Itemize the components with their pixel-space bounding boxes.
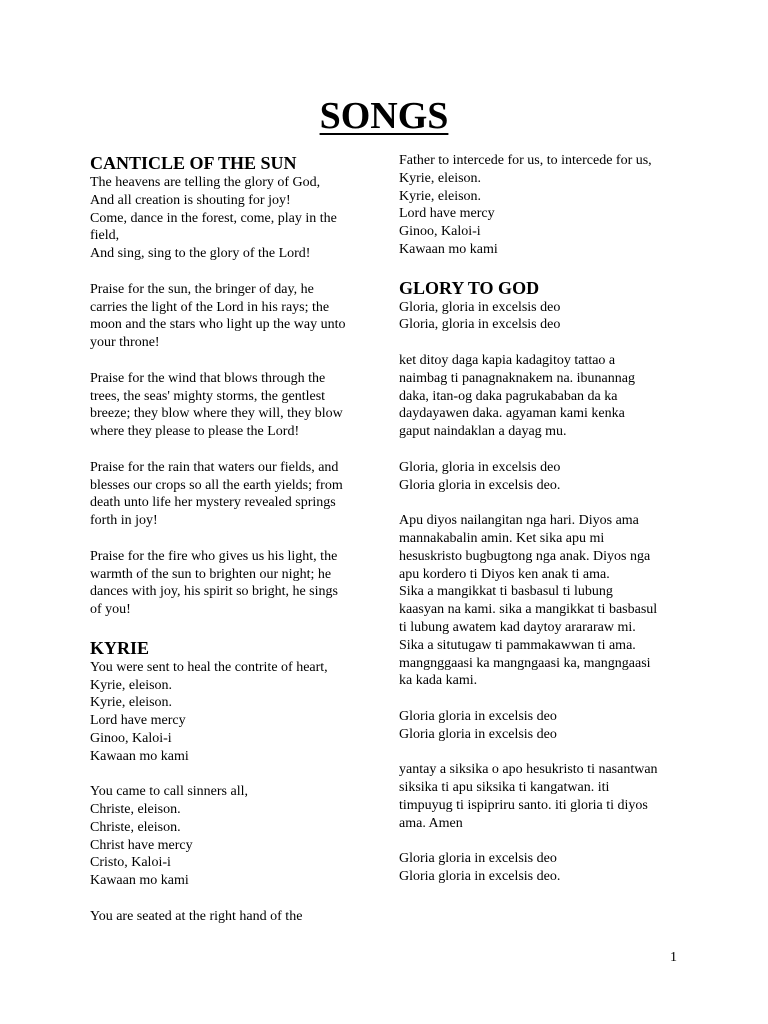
stanza bbox=[90, 281, 380, 352]
lyric-line: death unto life her mystery revealed springs bbox=[90, 495, 336, 511]
stanza bbox=[90, 783, 380, 890]
stanza bbox=[399, 708, 689, 744]
lyric-line: Christe, eleison. bbox=[90, 802, 181, 818]
lyric-line: The heavens are telling the glory of God, bbox=[90, 175, 321, 190]
stanza bbox=[399, 299, 689, 335]
lyric-line: trees, the seas' mighty storms, the gentlest bbox=[90, 388, 326, 404]
lyric-line: hesuskristo bugbugtong nga anak. Diyos nga bbox=[399, 548, 651, 564]
lyric-line: Praise for the wind that blows through the bbox=[90, 370, 326, 386]
lyric-line: breeze; they blow where they will, they blow bbox=[90, 406, 343, 422]
lyric-line: warmth of the sun to brighten our night; he bbox=[90, 566, 332, 582]
lyric-line: You are seated at the right hand of the bbox=[90, 908, 303, 924]
lyric-line: Sika a mangikkat ti basbasul ti lubung bbox=[399, 584, 613, 600]
stanza bbox=[90, 659, 380, 766]
lyric-line: Lord have mercy bbox=[90, 713, 186, 729]
lyric-line: You were sent to heal the contrite of heart, bbox=[90, 659, 328, 675]
lyric-line: And sing, sing to the glory of the Lord! bbox=[90, 246, 311, 262]
lyric-line: moon and the stars who light up the way unto bbox=[90, 317, 346, 333]
lyric-line: Kawaan mo kami bbox=[399, 241, 498, 257]
stanza bbox=[399, 459, 689, 495]
lyric-line: where they please to please the Lord! bbox=[90, 424, 300, 440]
lyric-line: Gloria, gloria in excelsis deo bbox=[399, 459, 561, 475]
lyric-line: Gloria, gloria in excelsis deo bbox=[399, 299, 561, 315]
lyric-line: carries the light of the Lord in his rays; the bbox=[90, 299, 330, 315]
lyric-line: ka kada kami. bbox=[399, 673, 478, 689]
lyric-line: Kyrie, eleison. bbox=[90, 695, 173, 711]
lyric-line: naimbag ti panagnaknakem na. ibunannag bbox=[399, 370, 635, 386]
stanza bbox=[90, 174, 380, 263]
lyric-line: Apu diyos nailangitan nga hari. Diyos ama bbox=[399, 513, 639, 529]
stanza bbox=[399, 152, 689, 259]
lyric-line: Cristo, Kaloi-i bbox=[90, 855, 171, 871]
lyric-line: ket ditoy daga kapia kadagitoy tattao a bbox=[399, 352, 616, 368]
song-section bbox=[90, 152, 380, 619]
lyric-line: your throne! bbox=[90, 335, 160, 351]
lyric-line: Kyrie, eleison. bbox=[90, 677, 173, 693]
stanza bbox=[90, 548, 380, 619]
lyric-line: mangnggaasi ka mangngaasi ka, mangngaasi bbox=[399, 655, 651, 671]
lyric-line: daydayawen daka. agyaman kami kenka bbox=[399, 406, 625, 422]
lyric-line: Gloria gloria in excelsis deo bbox=[399, 726, 557, 742]
lyric-line: You came to call sinners all, bbox=[90, 784, 248, 800]
lyric-line: Praise for the fire who gives us his light, the bbox=[90, 548, 338, 564]
song-heading: GLORY TO GOD bbox=[399, 277, 540, 298]
left-column bbox=[90, 152, 380, 943]
song-section bbox=[399, 277, 689, 886]
stanza bbox=[399, 352, 689, 441]
lyric-line: And all creation is shouting for joy! bbox=[90, 192, 291, 208]
lyric-line: blesses our crops so all the earth yields; from bbox=[90, 477, 343, 493]
lyric-line: Gloria gloria in excelsis deo. bbox=[399, 477, 561, 493]
lyric-line: forth in joy! bbox=[90, 513, 158, 529]
lyric-line: field, bbox=[90, 228, 120, 244]
lyric-line: kaasyan na kami. sika a mangikkat ti basbasul bbox=[399, 602, 658, 618]
lyric-line: Kyrie, eleison. bbox=[399, 188, 482, 204]
lyric-line: siksika ti apu siksika ti kangatwan. iti bbox=[399, 780, 610, 796]
stanza bbox=[90, 370, 380, 441]
stanza bbox=[90, 459, 380, 530]
lyric-line: gaput naindaklan a dayag mu. bbox=[399, 424, 567, 440]
lyric-line: Ginoo, Kaloi-i bbox=[399, 224, 481, 240]
page-title bbox=[0, 93, 768, 139]
lyric-line: Father to intercede for us, to intercede for us, bbox=[399, 153, 652, 168]
lyric-line: ti lubung awatem kad daytoy arararaw mi. bbox=[399, 619, 636, 635]
lyric-line: yantay a siksika o apo hesukristo ti nasantwan bbox=[399, 762, 658, 778]
lyric-line: timpuyug ti ispipriru santo. iti gloria ti diyos bbox=[399, 797, 648, 813]
page-title-text: SONGS bbox=[319, 95, 449, 137]
lyric-line: Gloria gloria in excelsis deo. bbox=[399, 869, 561, 885]
stanza bbox=[399, 761, 689, 832]
stanza bbox=[399, 512, 689, 690]
lyric-line: apu kordero ti Diyos ken anak ti ama. bbox=[399, 566, 610, 582]
lyric-line: Sika a situtugaw ti pammakawwan ti ama. bbox=[399, 637, 636, 653]
stanza bbox=[399, 850, 689, 886]
lyric-line: Kyrie, eleison. bbox=[399, 170, 482, 186]
right-column bbox=[399, 152, 689, 904]
lyric-line: Christ have mercy bbox=[90, 837, 193, 853]
lyric-line: Lord have mercy bbox=[399, 206, 495, 222]
lyric-line: daka, itan-og daka pagrukababan da ka bbox=[399, 388, 618, 404]
lyric-line: Praise for the sun, the bringer of day, he bbox=[90, 281, 314, 297]
lyric-line: Gloria gloria in excelsis deo bbox=[399, 708, 557, 724]
song-section bbox=[90, 637, 380, 926]
lyric-line: dances with joy, his spirit so bright, he sings bbox=[90, 584, 338, 600]
song-heading: KYRIE bbox=[90, 637, 150, 658]
lyric-line: Gloria, gloria in excelsis deo bbox=[399, 317, 561, 333]
lyric-line: Kawaan mo kami bbox=[90, 748, 189, 764]
lyric-line: of you! bbox=[90, 602, 131, 618]
page-number: 1 bbox=[670, 950, 677, 965]
song-section bbox=[399, 152, 689, 259]
lyric-line: ama. Amen bbox=[399, 815, 463, 831]
stanza bbox=[90, 908, 380, 926]
lyric-line: mannakabalin amin. Ket sika apu mi bbox=[399, 530, 605, 546]
lyric-line: Come, dance in the forest, come, play in the bbox=[90, 210, 337, 226]
lyric-line: Gloria gloria in excelsis deo bbox=[399, 851, 557, 867]
lyric-line: Ginoo, Kaloi-i bbox=[90, 730, 172, 746]
lyric-line: Praise for the rain that waters our fields, and bbox=[90, 459, 339, 475]
lyric-line: Christe, eleison. bbox=[90, 819, 181, 835]
lyric-line: Kawaan mo kami bbox=[90, 873, 189, 889]
song-heading: CANTICLE OF THE SUN bbox=[90, 153, 297, 173]
